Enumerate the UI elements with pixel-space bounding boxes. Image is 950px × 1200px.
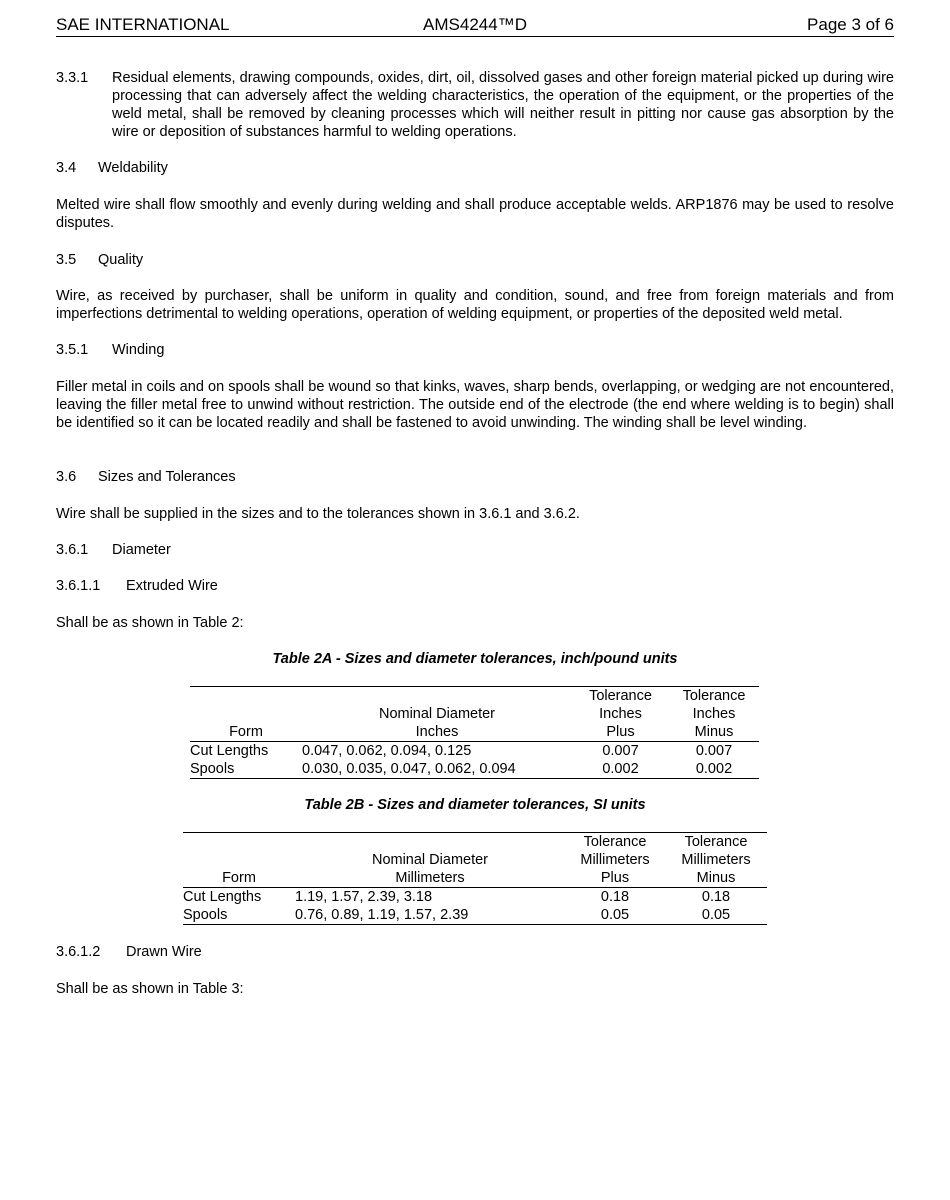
col-header-nominal: Nominal Diameter Inches: [302, 687, 572, 742]
heading-3-6-1-2: [56, 943, 894, 961]
header-organization: SAE INTERNATIONAL: [56, 15, 230, 34]
table-2a: [190, 686, 759, 779]
paragraph-3-6-1-1: Shall be as shown in Table 2:: [56, 615, 244, 631]
cell-plus: 0.05: [565, 906, 665, 925]
col-header-tolerance-minus: Tolerance Inches Minus: [669, 687, 759, 742]
heading-number: 3.5.1: [56, 342, 89, 358]
cell-minus: 0.002: [669, 760, 759, 779]
header-page-number: Page 3 of 6: [807, 15, 894, 34]
cell-plus: 0.007: [602, 743, 639, 759]
paragraph-3-5-1: Filler metal in coils and on spools shall be wound so that kinks, waves, sharp bends, overlapping, or wedging are not encountered, leaving the filler metal free to unwind without restriction. The outside end of the electrode (the end where welding is to begin) shall be identified so it can be located readily and shall be fastened to avoid unwinding. The winding shall be level winding.: [56, 379, 894, 431]
heading-number: 3.5: [56, 252, 77, 268]
heading-3-5: [56, 251, 894, 269]
heading-title: Sizes and Tolerances: [98, 469, 236, 485]
heading-number: 3.6.1.2: [56, 944, 101, 960]
heading-number: 3.6.1: [56, 542, 89, 558]
cell-form: Spools: [190, 760, 302, 779]
paragraph-3-5: Wire, as received by purchaser, shall be uniform in quality and condition, sound, and free from foreign materials and from imperfections detrimental to welding operations, operation of welding equipment, or properties of the deposited weld metal.: [56, 288, 894, 322]
heading-3-6: [56, 468, 894, 486]
section-text: Residual elements, drawing compounds, oxides, dirt, oil, dissolved gases and other foreign material picked up during wire processing that can adversely affect the welding characteristics, the operation of the equipment, or the properties of the weld metal, shall be removed by cleaning processes which will neither result in pitting nor cause gas absorption by the wire or deposition of substances harmful to welding operations.: [112, 70, 894, 140]
heading-title: Winding: [112, 342, 165, 358]
col-header-tolerance-plus: Tolerance Inches Plus: [572, 687, 669, 742]
cell-minus: 0.18: [701, 889, 731, 905]
heading-number: 3.4: [56, 160, 77, 176]
table-header-row: [190, 687, 759, 742]
cell-nominal: 1.19, 1.57, 2.39, 3.18: [295, 889, 433, 905]
section-number: 3.3.1: [56, 70, 89, 86]
heading-title: Weldability: [98, 160, 168, 176]
cell-form: Spools: [183, 906, 295, 925]
cell-form: Cut Lengths: [183, 889, 262, 905]
cell-nominal: 0.047, 0.062, 0.094, 0.125: [302, 743, 472, 759]
header-document-number: AMS4244™D: [423, 15, 527, 34]
paragraph-3-4: Melted wire shall flow smoothly and evenly during welding and shall produce acceptable welds. ARP1876 may be used to resolve disputes.: [56, 197, 894, 231]
table-row: [190, 760, 759, 779]
heading-title: Quality: [98, 252, 144, 268]
heading-3-6-1: [56, 541, 894, 559]
heading-3-5-1: [56, 341, 894, 359]
heading-number: 3.6: [56, 469, 77, 485]
cell-nominal: 0.030, 0.035, 0.047, 0.062, 0.094: [302, 760, 572, 779]
table-2b-caption: Table 2B - Sizes and diameter tolerances, SI units: [304, 797, 646, 813]
col-header-tolerance-minus: Tolerance Millimeters Minus: [665, 833, 767, 888]
heading-number: 3.6.1.1: [56, 578, 101, 594]
table-row: [183, 888, 767, 907]
page-header: [56, 14, 894, 37]
paragraph-3-6: Wire shall be supplied in the sizes and to the tolerances shown in 3.6.1 and 3.6.2.: [56, 506, 580, 522]
cell-minus: 0.05: [665, 906, 767, 925]
table-row: [190, 742, 759, 761]
heading-title: Drawn Wire: [126, 944, 202, 960]
cell-form: Cut Lengths: [190, 743, 269, 759]
col-header-tolerance-plus: Tolerance Millimeters Plus: [565, 833, 665, 888]
table-2b: [183, 832, 767, 925]
col-header-nominal: Nominal Diameter Millimeters: [295, 833, 565, 888]
heading-3-4: [56, 159, 894, 177]
paragraph-3-6-1-2: Shall be as shown in Table 3:: [56, 981, 244, 997]
table-header-row: [183, 833, 767, 888]
cell-plus: 0.002: [572, 760, 669, 779]
cell-plus: 0.18: [600, 889, 630, 905]
table-row: [183, 906, 767, 925]
section-3-3-1: [56, 69, 894, 141]
table-2a-caption: Table 2A - Sizes and diameter tolerances, inch/pound units: [272, 651, 678, 667]
cell-minus: 0.007: [695, 743, 733, 759]
heading-title: Diameter: [112, 542, 171, 558]
col-header-form: Form: [183, 833, 295, 888]
cell-nominal: 0.76, 0.89, 1.19, 1.57, 2.39: [295, 906, 565, 925]
heading-3-6-1-1: [56, 577, 894, 595]
col-header-form: Form: [190, 687, 302, 742]
heading-title: Extruded Wire: [126, 578, 218, 594]
